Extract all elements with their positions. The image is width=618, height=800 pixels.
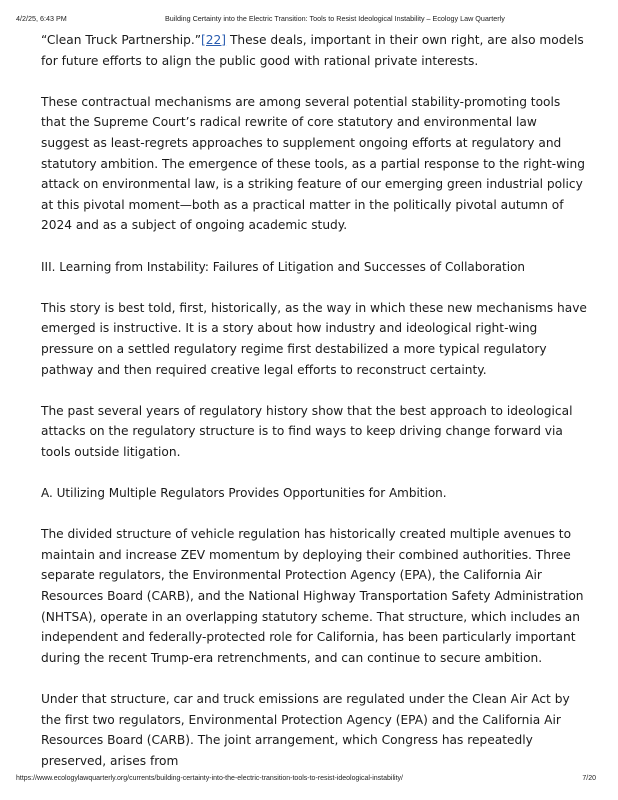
print-footer — [0, 773, 618, 787]
article-body — [41, 30, 587, 771]
paragraph-regulatory-history: The past several years of regulatory history show that the best approach to ideological attacks on the regulatory structure is to find ways to keep driving change forward via tools outside litigation. — [41, 403, 573, 459]
section-heading-iii: III. Learning from Instability: Failures of Litigation and Successes of Collaboration — [41, 259, 526, 274]
paragraph-under-that-structure: Under that structure, car and truck emissions are regulated under the Clean Air Act by the first two regulators, Environmental Protection Agency (EPA) and the California Air Resources Board (CARB). The joint arrangement, which Congress has repeatedly preserved, arises from — [41, 692, 570, 768]
paragraph-divided-structure: The divided structure of vehicle regulation has historically created multiple avenues to maintain and increase ZEV momentum by deploying their combined authorities. Three separate regulators, the Environmental Protection Agency (EPA), the California Air Resources Board (CARB), and the National Highway Transportation Safety Administration (NHTSA), operate in an overlapping statutory scheme. That structure, which includes an independent and federally-protected role for California, has been particularly important during the recent Trump-era retrenchments, and can continue to secure ambition. — [41, 527, 584, 665]
section-heading-a: A. Utilizing Multiple Regulators Provides Opportunities for Ambition. — [41, 486, 447, 501]
print-date: 4/2/25, 6:43 PM — [16, 14, 67, 23]
paragraph-story-history: This story is best told, first, historically, as the way in which these new mechanisms have emerged is instructive. It is a story about how industry and ideological right-wing pressure on a settled regulatory regime first destabilized a more typical regulatory pathway and then required creative legal efforts to reconstruct certainty. — [41, 300, 587, 377]
paragraph-text: These deals, important in their own right, are also models for future efforts to align the public good with rational private interests. — [41, 33, 584, 68]
print-header — [0, 12, 618, 26]
paragraph-clean-truck — [41, 30, 587, 71]
print-url: https://www.ecologylawquarterly.org/currents/building-certainty-into-the-electric-transition-tools-to-resist-ideological-instability/ — [16, 775, 403, 782]
print-page-title: Building Certainty into the Electric Transition: Tools to Resist Ideological Instability – Ecology Law Quarterly — [165, 14, 505, 23]
footnote-link-22[interactable]: [22] — [201, 33, 227, 47]
page-number: 7/20 — [582, 775, 596, 782]
paragraph-text: “Clean Truck Partnership.” — [41, 33, 202, 47]
paragraph-contractual-mechanisms: These contractual mechanisms are among several potential stability-promoting tools that the Supreme Court’s radical rewrite of core statutory and environmental law suggest as least-regrets approaches to supplement ongoing efforts at regulatory and statutory ambition. The emergence of these tools, as a partial response to the right-wing attack on environmental law, is a striking feature of our emerging green industrial policy at this pivotal moment—both as a practical matter in the politically pivotal autumn of 2024 and as a subject of ongoing academic study. — [41, 94, 585, 233]
